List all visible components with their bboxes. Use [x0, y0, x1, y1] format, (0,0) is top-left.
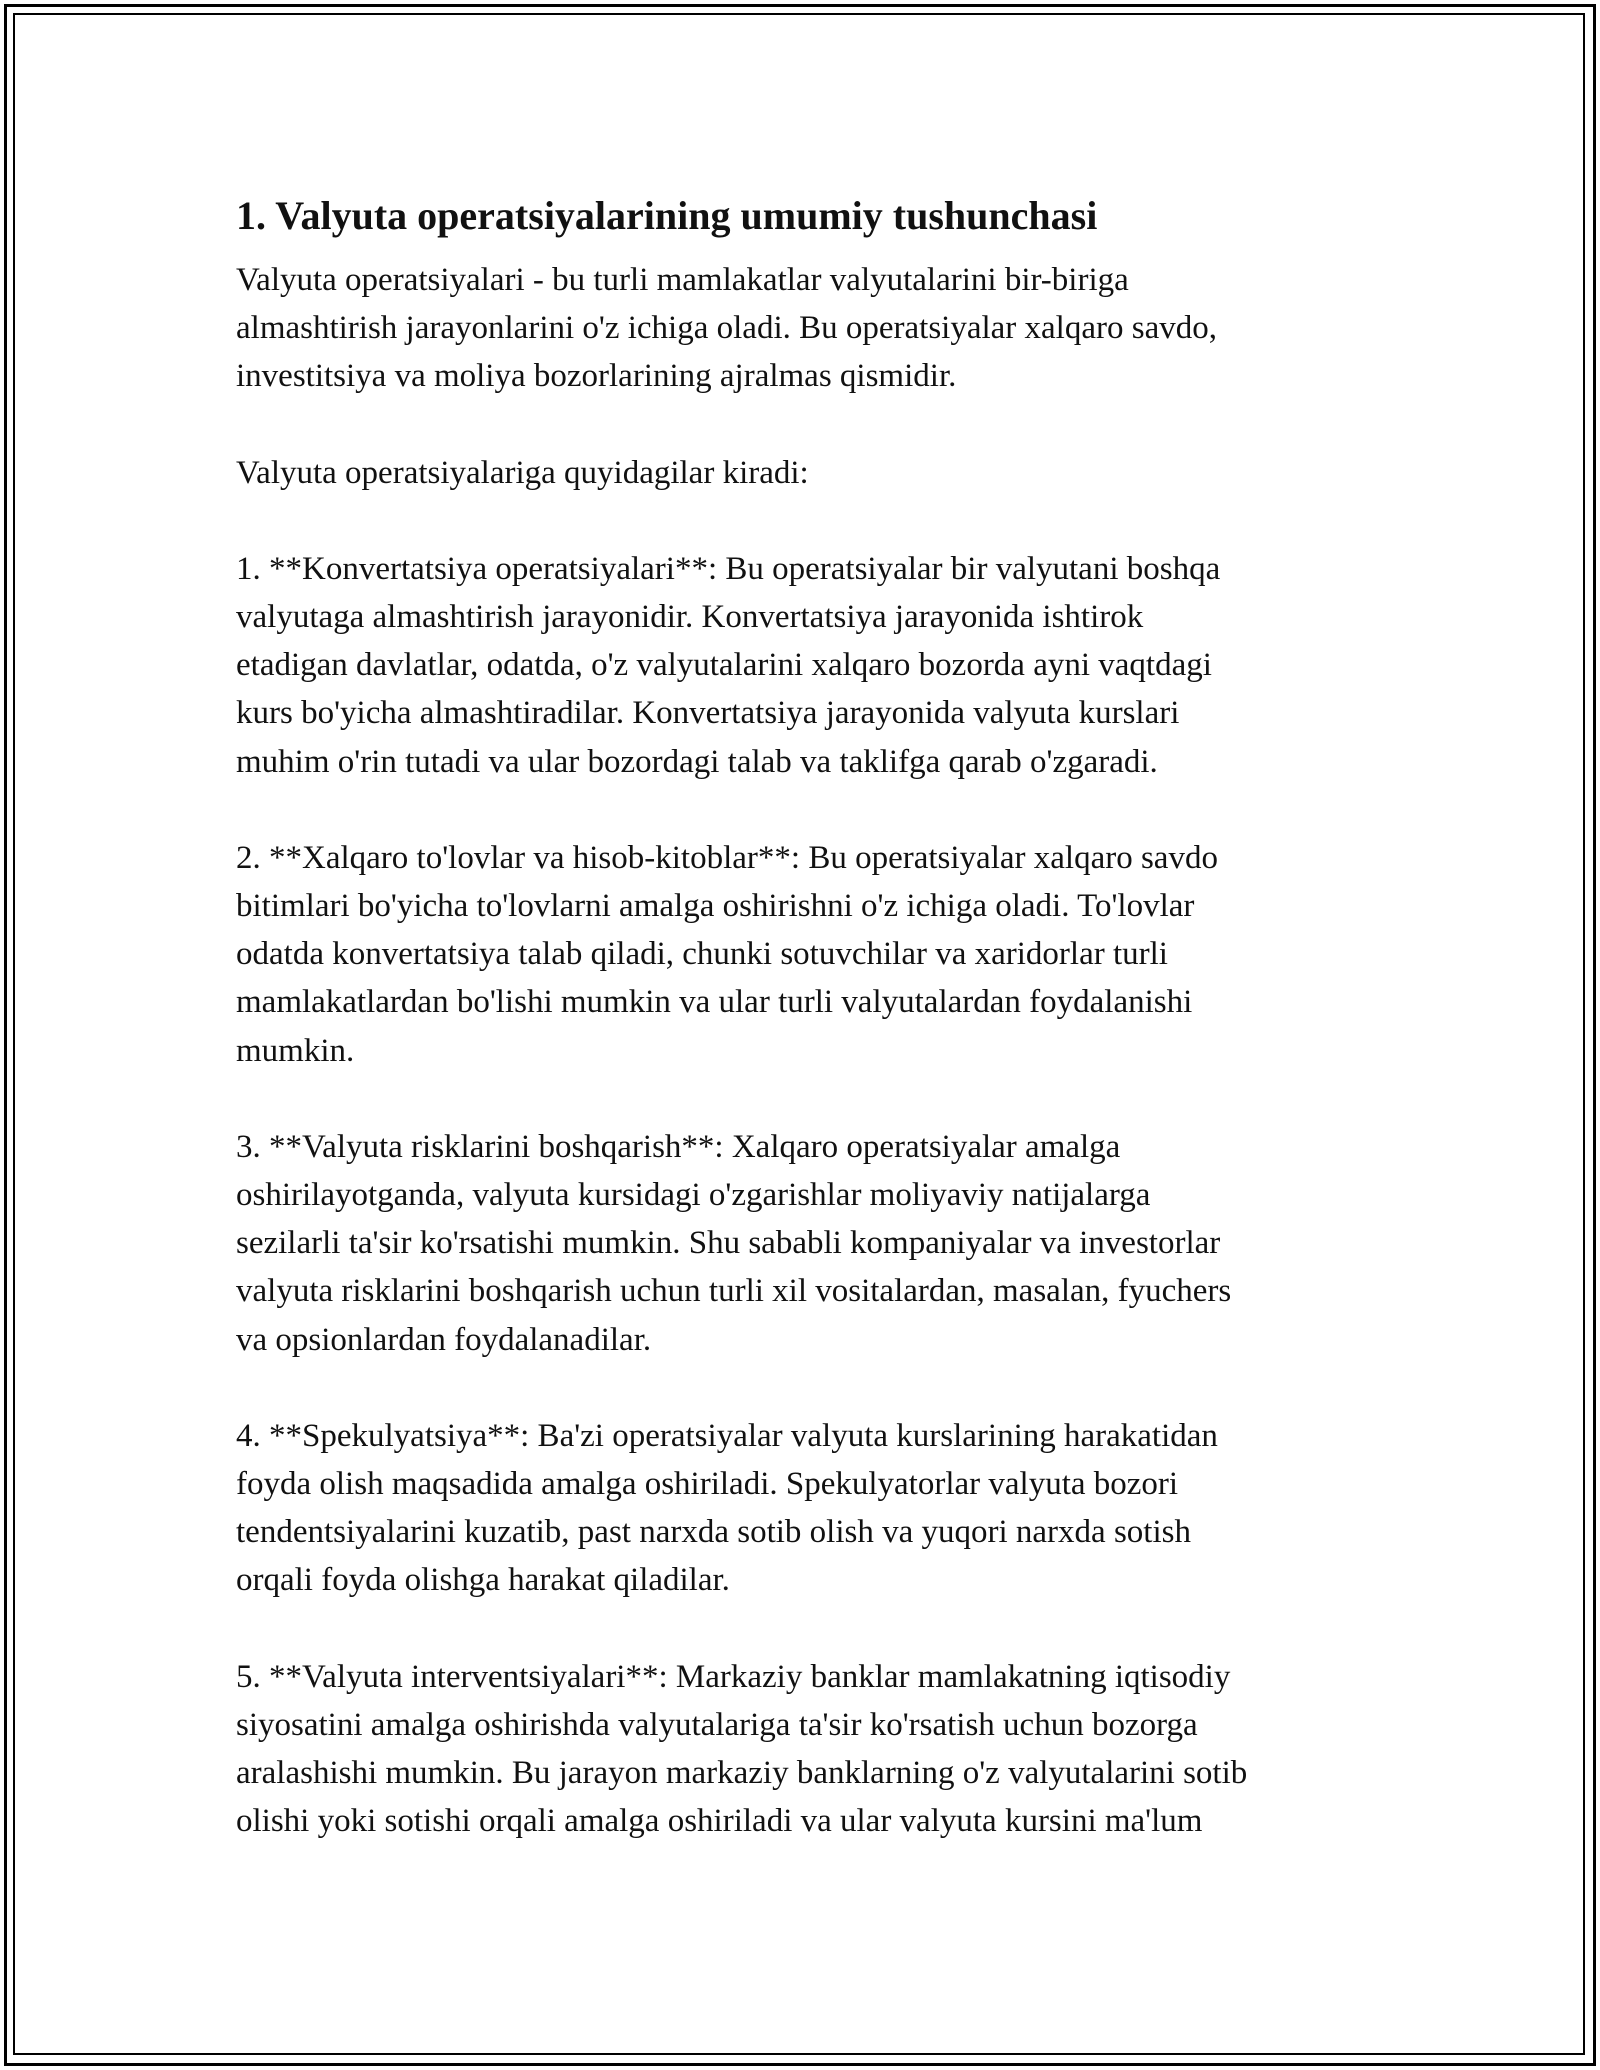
list-item-2: 2. **Xalqaro to'lovlar va hisob-kitoblar**: Bu operatsiyalar xalqaro savdo bitimlari bo'yicha to'lovlarni amalga oshirishni o'z ichiga oladi. To'lovlar odatda konvertatsiya talab qiladi, chunki sotuvchilar va xaridorlar turli mamlakatlardan bo'lishi mumkin va ular turli valyutalardan foydalanishi mumkin.	[236, 839, 1218, 1069]
list-item-4: 4. **Spekulyatsiya**: Ba'zi operatsiyalar valyuta kurslarining harakatidan foyda olish maqsadida amalga oshiriladi. Spekulyatorlar valyuta bozori tendentsiyalarini kuzatib, past narxda sotib olish va yuqori narxda sotish orqali foyda olishga harakat qiladilar.	[236, 1417, 1218, 1599]
list-item-3: 3. **Valyuta risklarini boshqarish**: Xalqaro operatsiyalar amalga oshirilayotganda, valyuta kursidagi o'zgarishlar moliyaviy natijalarga sezilarli ta'sir ko'rsatishi mumkin. Shu sababli kompaniyalar va investorlar valyuta risklarini boshqarish uchun turli xil vositalardan, masalan, fyuchers va opsionlardan foydalanadilar.	[236, 1128, 1232, 1358]
paragraph-intro: Valyuta operatsiyalari - bu turli mamlakatlar valyutalarini bir-biriga almashtirish jarayonlarini o'z ichiga oladi. Bu operatsiyalar xalqaro savdo, investitsiya va moliya bozorlarining ajralmas qismidir.	[236, 262, 1217, 395]
list-item-5: 5. **Valyuta interventsiyalari**: Markaziy banklar mamlakatning iqtisodiy siyosatini amalga oshirishda valyutalariga ta'sir ko'rsatish uchun bozorga aralashishi mumkin. Bu jarayon markaziy banklarning o'z valyutalarini sotib olishi yoki sotishi orqali amalga oshiriladi va ular valyuta kursini ma'lum	[236, 1658, 1248, 1840]
document-title: 1. Valyuta operatsiyalarining umumiy tushunchasi	[236, 193, 1098, 238]
document-body	[236, 184, 1386, 1845]
paragraph-list-lead: Valyuta operatsiyalariga quyidagilar kiradi:	[236, 454, 809, 491]
list-item-1: 1. **Konvertatsiya operatsiyalari**: Bu operatsiyalar bir valyutani boshqa valyutaga almashtirish jarayonidir. Konvertatsiya jarayonida ishtirok etadigan davlatlar, odatda, o'z valyutalarini xalqaro bozorda ayni vaqtdagi kurs bo'yicha almashtiradilar. Konvertatsiya jarayonida valyuta kurslari muhim o'rin tutadi va ular bozordagi talab va taklifga qarab o'zgaradi.	[236, 550, 1221, 780]
